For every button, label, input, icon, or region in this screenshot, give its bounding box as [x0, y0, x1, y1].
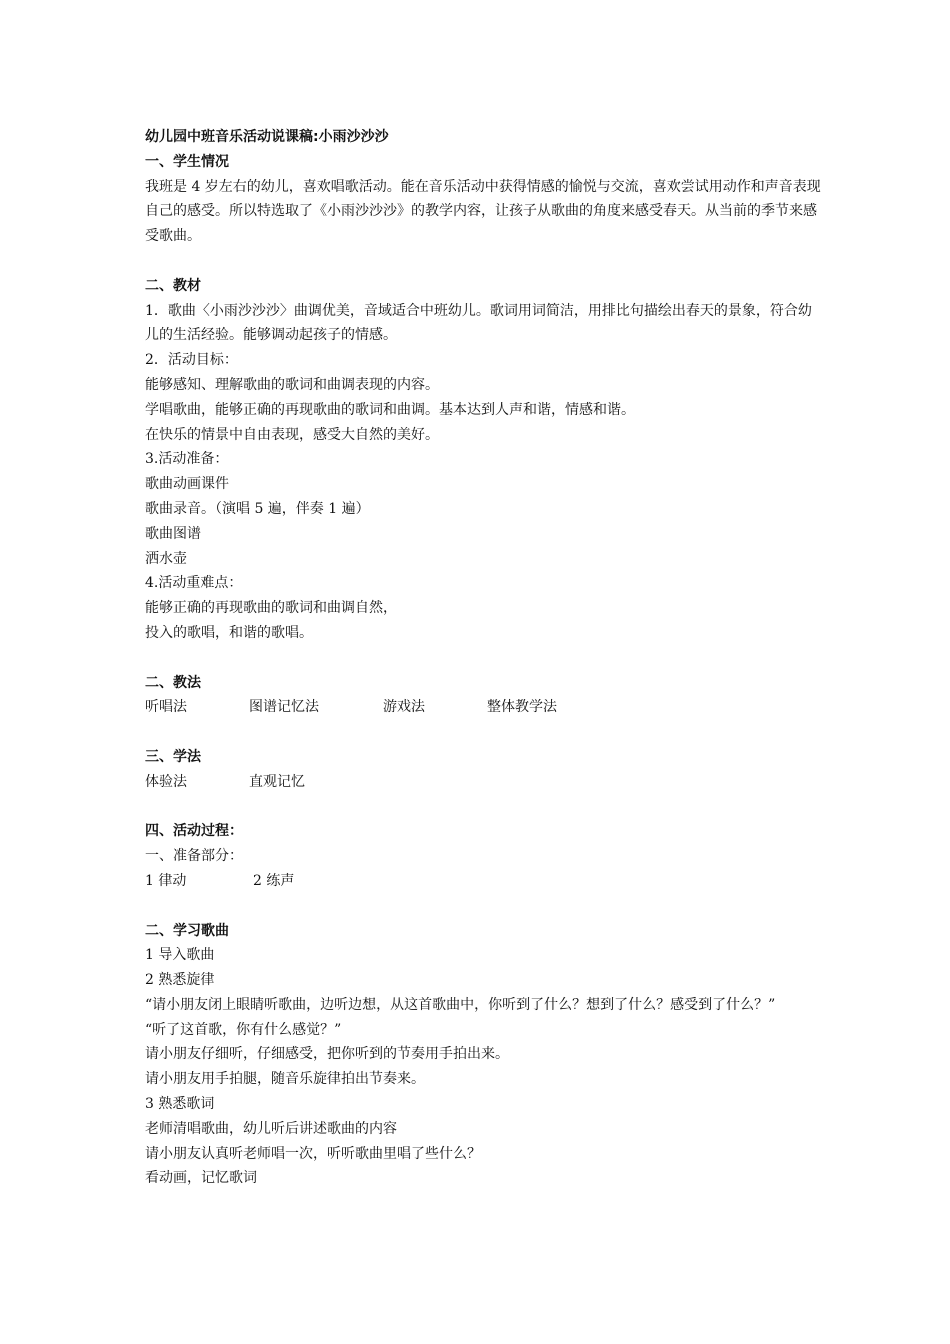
key-line: 投入的歌唱，和谐的歌唱。 — [145, 624, 313, 641]
song-line: 2 熟悉旋律 — [145, 972, 215, 989]
song-line: 请小朋友仔细听，仔细感受，把你听到的节奏用手拍出来。 — [145, 1046, 509, 1063]
learning-method: 直观记忆 — [249, 773, 305, 790]
material-item-3: 3.活动准备： — [145, 451, 229, 468]
song-line: 请小朋友用手拍腿，随音乐旋律拍出节奏来。 — [145, 1071, 425, 1088]
song-quote: “请小朋友闭上眼睛听歌曲，边听边想，从这首歌曲中，你听到了什么？想到了什么？感受到了什么？” — [145, 996, 776, 1013]
material-item-2: 2．活动目标： — [145, 352, 238, 369]
prep-step: 1 律动 — [145, 872, 187, 889]
teaching-method: 图谱记忆法 — [249, 699, 319, 716]
blank-line — [145, 894, 825, 919]
learning-method: 体验法 — [145, 773, 187, 790]
blank-line — [145, 249, 825, 274]
goal-line: 学唱歌曲，能够正确的再现歌曲的歌词和曲调。基本达到人声和谐，情感和谐。 — [145, 401, 635, 418]
learning-methods-row — [145, 770, 825, 795]
material-item-1: 1．歌曲〈小雨沙沙沙〉曲调优美，音域适合中班幼儿。歌词用词简洁，用排比句描绘出春天的景象，符合幼儿的生活经验。能够调动起孩子的情感。 — [145, 302, 812, 344]
song-line: 老师清唱歌曲，幼儿听后讲述歌曲的内容 — [145, 1120, 397, 1137]
prep-line: 歌曲图谱 — [145, 525, 201, 542]
song-line: “听了这首歌，你有什么感觉？” — [145, 1021, 342, 1038]
blank-line — [145, 720, 825, 745]
teaching-method: 听唱法 — [145, 699, 187, 716]
material-item-4: 4.活动重难点： — [145, 575, 243, 592]
section-heading-student: 一、学生情况 — [145, 153, 229, 170]
blank-line — [145, 795, 825, 820]
song-line: 1 导入歌曲 — [145, 947, 215, 964]
student-paragraph: 我班是 4 岁左右的幼儿，喜欢唱歌活动。能在音乐活动中获得情感的愉悦与交流，喜欢尝试用动作和声音表现自己的感受。所以特选取了《小雨沙沙沙》的教学内容，让孩子从歌曲的角度来感受春天。从当前的季节来感受歌曲。 — [145, 178, 821, 245]
goal-line: 在快乐的情景中自由表现，感受大自然的美好。 — [145, 426, 439, 443]
teaching-methods-row — [145, 695, 825, 720]
process-part-1: 一、准备部分： — [145, 848, 243, 865]
section-heading-process: 四、活动过程： — [145, 823, 243, 840]
prep-line: 歌曲动画课件 — [145, 476, 229, 493]
prep-steps-row — [145, 869, 825, 894]
section-heading-learning: 三、学法 — [145, 748, 201, 765]
goal-line: 能够感知、理解歌曲的歌词和曲调表现的内容。 — [145, 376, 439, 393]
song-line: 请小朋友认真听老师唱一次，听听歌曲里唱了些什么？ — [145, 1145, 481, 1162]
key-line: 能够正确的再现歌曲的歌词和曲调自然， — [145, 600, 397, 617]
teaching-method: 整体教学法 — [487, 699, 557, 716]
section-heading-teaching: 二、教法 — [145, 674, 201, 691]
section-heading-material: 二、教材 — [145, 277, 201, 294]
song-line: 3 熟悉歌词 — [145, 1096, 215, 1113]
teaching-method: 游戏法 — [383, 699, 425, 716]
section-heading-learn-song: 二、学习歌曲 — [145, 922, 229, 939]
prep-step: 2 练声 — [253, 872, 295, 889]
song-line: 看动画，记忆歌词 — [145, 1170, 257, 1187]
prep-line: 洒水壶 — [145, 550, 187, 567]
prep-line: 歌曲录音。（演唱 5 遍，伴奏 1 遍） — [145, 500, 370, 517]
document-page — [145, 125, 825, 1191]
document-title: 幼儿园中班音乐活动说课稿:小雨沙沙沙 — [145, 129, 389, 145]
blank-line — [145, 646, 825, 671]
